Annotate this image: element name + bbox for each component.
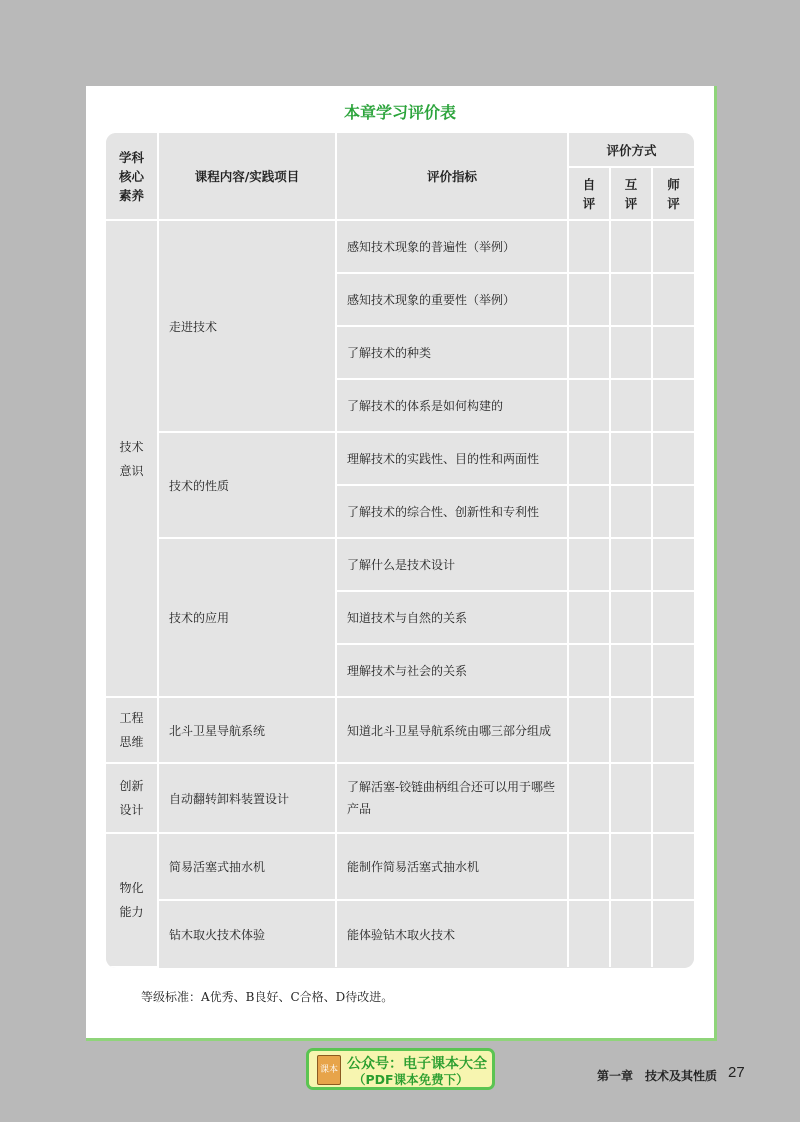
header-course-content: 课程内容/实践项目 — [158, 133, 336, 220]
self-eval-cell[interactable] — [568, 538, 610, 591]
header-teacher-line: 评 — [667, 195, 680, 211]
project-cell: 钻木取火技术体验 — [158, 900, 336, 967]
badge-line-2: （PDF课本免费下） — [353, 1072, 469, 1087]
self-eval-cell[interactable] — [568, 273, 610, 326]
self-eval-cell[interactable] — [568, 697, 610, 763]
peer-eval-cell[interactable] — [610, 697, 652, 763]
core-line: 思维 — [119, 735, 144, 749]
header-self-line: 自 — [582, 176, 596, 192]
indicator-cell: 了解活塞-铰链曲柄组合还可以用于哪些产品 — [336, 763, 568, 833]
peer-eval-cell[interactable] — [610, 220, 652, 273]
table-row — [106, 220, 694, 273]
indicator-cell: 能制作简易活塞式抽水机 — [336, 833, 568, 900]
teacher-eval-cell[interactable] — [652, 900, 694, 967]
self-eval-cell[interactable] — [568, 220, 610, 273]
peer-eval-cell[interactable] — [610, 326, 652, 379]
indicator-cell: 知道北斗卫星导航系统由哪三部分组成 — [336, 697, 568, 763]
core-line: 技术 — [119, 439, 144, 454]
teacher-eval-cell[interactable] — [652, 697, 694, 763]
core-cell — [106, 833, 158, 967]
evaluation-table-container — [106, 133, 694, 968]
indicator-cell: 知道技术与自然的关系 — [336, 591, 568, 644]
indicator-cell: 感知技术现象的普遍性（举例） — [336, 220, 568, 273]
self-eval-cell[interactable] — [568, 833, 610, 900]
self-eval-cell[interactable] — [568, 326, 610, 379]
peer-eval-cell[interactable] — [610, 273, 652, 326]
project-cell: 走进技术 — [158, 220, 336, 432]
core-cell — [106, 220, 158, 697]
indicator-cell: 感知技术现象的重要性（举例） — [336, 273, 568, 326]
peer-eval-cell[interactable] — [610, 538, 652, 591]
core-line: 物化 — [119, 881, 144, 895]
teacher-eval-cell[interactable] — [652, 432, 694, 485]
teacher-eval-cell[interactable] — [652, 591, 694, 644]
header-core-line: 核心 — [118, 168, 144, 184]
teacher-eval-cell[interactable] — [652, 538, 694, 591]
peer-eval-cell[interactable] — [610, 379, 652, 432]
core-line: 能力 — [119, 905, 144, 919]
core-line: 设计 — [119, 803, 144, 817]
indicator-cell: 了解技术的种类 — [336, 326, 568, 379]
header-teacher-line: 师 — [667, 176, 680, 192]
peer-eval-cell[interactable] — [610, 432, 652, 485]
project-cell: 技术的性质 — [158, 432, 336, 538]
peer-eval-cell[interactable] — [610, 900, 652, 967]
peer-eval-cell[interactable] — [610, 591, 652, 644]
indicator-cell: 能体验钻木取火技术 — [336, 900, 568, 967]
self-eval-cell[interactable] — [568, 591, 610, 644]
book-icon: 课本 — [317, 1055, 341, 1085]
page-number: 27 — [728, 1064, 745, 1081]
top-margin — [0, 0, 800, 86]
textbook-page — [86, 86, 717, 1041]
self-eval-cell[interactable] — [568, 485, 610, 538]
peer-eval-cell[interactable] — [610, 644, 652, 697]
teacher-eval-cell[interactable] — [652, 833, 694, 900]
self-eval-cell[interactable] — [568, 644, 610, 697]
header-indicator: 评价指标 — [336, 133, 568, 220]
chapter-label: 第一章 技术及其性质 — [597, 1069, 718, 1083]
evaluation-table — [106, 133, 694, 968]
project-cell: 技术的应用 — [158, 538, 336, 697]
core-line: 意识 — [119, 463, 144, 478]
core-line: 工程 — [119, 711, 144, 725]
teacher-eval-cell[interactable] — [652, 379, 694, 432]
self-eval-cell[interactable] — [568, 432, 610, 485]
teacher-eval-cell[interactable] — [652, 763, 694, 833]
table-row — [106, 538, 694, 591]
table-row — [106, 833, 694, 900]
teacher-eval-cell[interactable] — [652, 220, 694, 273]
badge-line-1: 公众号：电子课本大全 — [347, 1056, 487, 1072]
header-core-line: 学科 — [118, 149, 144, 165]
header-core-line: 素养 — [118, 187, 144, 203]
core-line: 创新 — [119, 779, 144, 793]
indicator-cell: 了解技术的综合性、创新性和专利性 — [336, 485, 568, 538]
indicator-cell: 了解什么是技术设计 — [336, 538, 568, 591]
project-cell: 自动翻转卸料装置设计 — [158, 763, 336, 833]
header-core-literacy — [106, 133, 158, 220]
peer-eval-cell[interactable] — [610, 833, 652, 900]
self-eval-cell[interactable] — [568, 763, 610, 833]
indicator-cell: 理解技术的实践性、目的性和两面性 — [336, 432, 568, 485]
table-row — [106, 900, 694, 967]
indicator-cell: 理解技术与社会的关系 — [336, 644, 568, 697]
page-title: 本章学习评价表 — [343, 103, 456, 122]
core-cell — [106, 763, 158, 833]
peer-eval-cell[interactable] — [610, 485, 652, 538]
self-eval-cell[interactable] — [568, 379, 610, 432]
header-self-eval — [568, 167, 610, 220]
header-method: 评价方式 — [568, 133, 694, 167]
table-row — [106, 763, 694, 833]
watermark-badge — [306, 1048, 495, 1090]
header-teacher-eval — [652, 167, 694, 220]
teacher-eval-cell[interactable] — [652, 273, 694, 326]
grading-standard-note: 等级标准：A优秀、B良好、C合格、D待改进。 — [141, 990, 394, 1004]
table-row — [106, 432, 694, 485]
core-cell — [106, 697, 158, 763]
project-cell: 北斗卫星导航系统 — [158, 697, 336, 763]
peer-eval-cell[interactable] — [610, 763, 652, 833]
self-eval-cell[interactable] — [568, 900, 610, 967]
teacher-eval-cell[interactable] — [652, 326, 694, 379]
indicator-cell: 了解技术的体系是如何构建的 — [336, 379, 568, 432]
header-peer-line: 评 — [624, 195, 638, 211]
project-cell: 简易活塞式抽水机 — [158, 833, 336, 900]
header-self-line: 评 — [582, 195, 596, 211]
table-row — [106, 697, 694, 763]
header-peer-line: 互 — [624, 176, 638, 192]
teacher-eval-cell[interactable] — [652, 485, 694, 538]
header-peer-eval — [610, 167, 652, 220]
teacher-eval-cell[interactable] — [652, 644, 694, 697]
